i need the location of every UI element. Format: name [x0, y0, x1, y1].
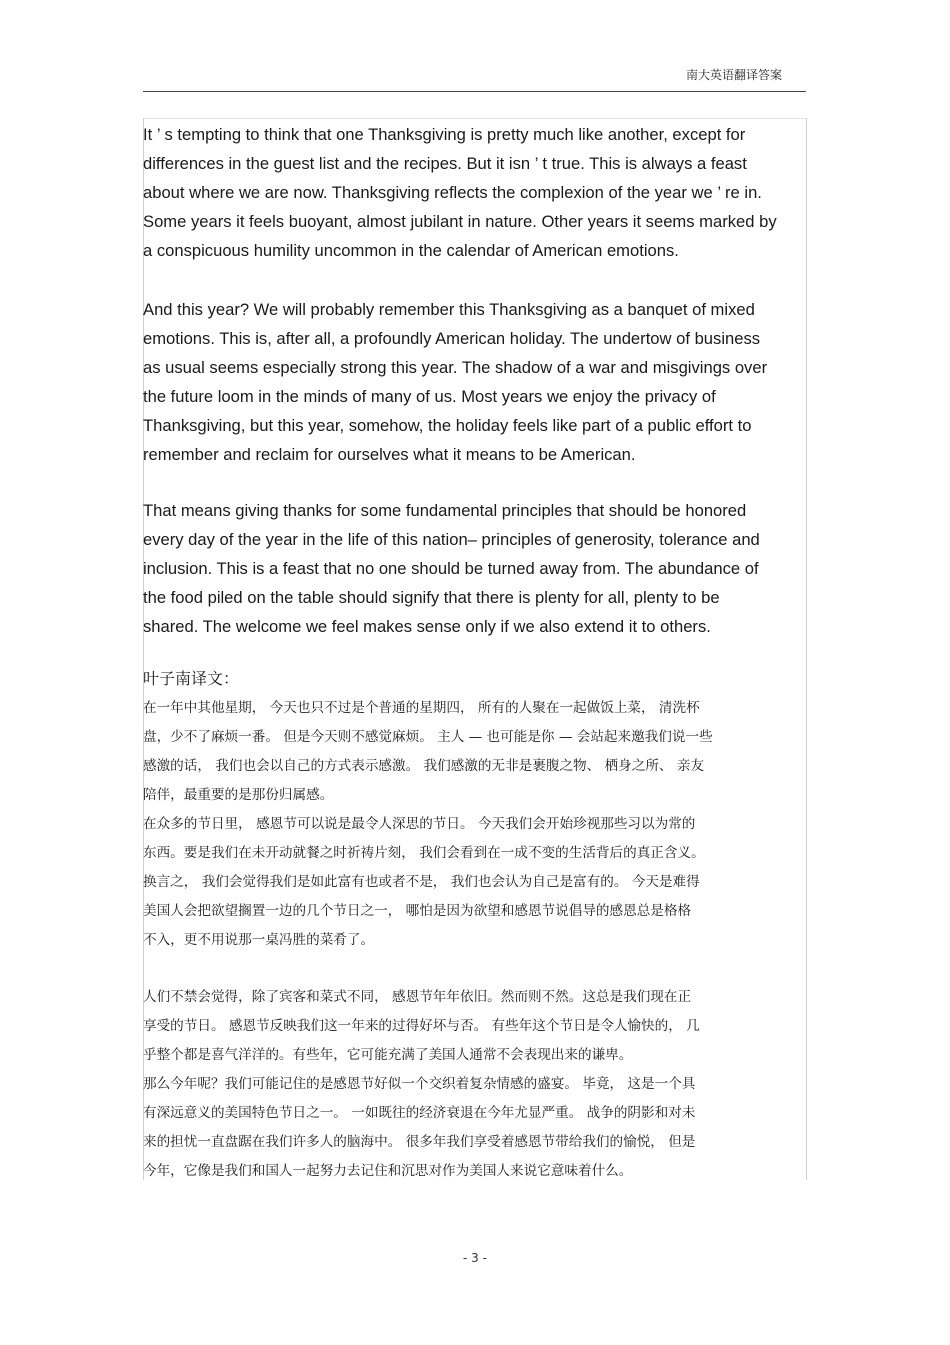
page-number: - 3 - [463, 1251, 487, 1265]
english-paragraph-3 [143, 496, 843, 641]
text-line: shared. The welcome we feel makes sense only if we also extend it to others. [143, 617, 711, 636]
text-line: 感激的话， 我们也会以自己的方式表示感激。 我们感激的无非是裹腹之物、 栖身之所、 亲友 [143, 758, 705, 774]
translation-heading: 叶子南译文： [143, 669, 240, 688]
text-line: the future loom in the minds of many of us. Most years we enjoy the privacy of [143, 387, 716, 406]
text-line: 享受的节日。 感恩节反映我们这一年来的过得好坏与否。 有些年这个节日是令人愉快的， 几 [143, 1018, 700, 1034]
text-line: 美国人会把欲望搁置一边的几个节日之一， 哪怕是因为欲望和感恩节说倡导的感恩总是格格 [143, 903, 692, 919]
chinese-paragraph-2 [143, 810, 807, 955]
text-line: 人们不禁会觉得，除了宾客和菜式不同， 感恩节年年依旧。然而则不然。这总是我们现在正 [143, 989, 692, 1005]
text-line: 不入，更不用说那一桌冯胜的菜肴了。 [143, 932, 375, 948]
text-line: inclusion. This is a feast that no one should be turned away from. The abundance of [143, 559, 759, 578]
english-paragraph-2 [143, 295, 843, 469]
text-line: 东西。要是我们在未开动就餐之时祈祷片刻， 我们会看到在一成不变的生活背后的真正含义。 [143, 845, 705, 861]
text-line: 来的担忧一直盘踞在我们许多人的脑海中。 很多年我们享受着感恩节带给我们的愉悦， 但是 [143, 1134, 696, 1150]
text-line: about where we are now. Thanksgiving reflects the complexion of the year we ’ re in. [143, 183, 762, 202]
chinese-paragraph-4 [143, 1070, 807, 1186]
text-line: That means giving thanks for some fundamental principles that should be honored [143, 501, 747, 520]
text-line: the food piled on the table should signify that there is plenty for all, plenty to be [143, 588, 720, 607]
text-line: emotions. This is, after all, a profoundly American holiday. The undertow of business [143, 329, 761, 348]
text-line: 在众多的节日里， 感恩节可以说是最令人深思的节日。 今天我们会开始珍视那些习以为常的 [143, 816, 696, 832]
text-line: Thanksgiving, but this year, somehow, the holiday feels like part of a public effort to [143, 416, 752, 435]
text-line: 陪伴，最重要的是那份归属感。 [143, 787, 334, 803]
text-line: It ’ s tempting to think that one Thanksgiving is pretty much like another, except for [143, 125, 746, 144]
header-rule [143, 91, 806, 92]
text-line: a conspicuous humility uncommon in the calendar of American emotions. [143, 241, 679, 260]
text-line: 盘，少不了麻烦一番。 但是今天则不感觉麻烦。 主人 — 也可能是你 — 会站起来邀我们说一些 [143, 729, 713, 745]
page-header: 南大英语翻译答案 [685, 68, 782, 82]
text-line: remember and reclaim for ourselves what it means to be American. [143, 445, 636, 464]
text-line: 乎整个都是喜气洋洋的。有些年，它可能充满了美国人通常不会表现出来的谦卑。 [143, 1047, 633, 1063]
text-line: 换言之， 我们会觉得我们是如此富有也或者不是， 我们也会认为自己是富有的。 今天是难得 [143, 874, 700, 890]
text-frame-top [143, 118, 806, 119]
chinese-paragraph-3 [143, 983, 807, 1070]
text-line: 有深远意义的美国特色节日之一。 一如既往的经济衰退在今年尤显严重。 战争的阴影和对未 [143, 1105, 696, 1121]
chinese-paragraph-1 [143, 694, 807, 810]
text-line: differences in the guest list and the recipes. But it isn ’ t true. This is always a feast [143, 154, 747, 173]
english-paragraph-1 [143, 120, 843, 265]
text-line: And this year? We will probably remember this Thanksgiving as a banquet of mixed [143, 300, 755, 319]
text-line: 那么今年呢？我们可能记住的是感恩节好似一个交织着复杂情感的盛宴。 毕竟， 这是一个具 [143, 1076, 696, 1092]
text-line: 今年，它像是我们和国人一起努力去记住和沉思对作为美国人来说它意味着什么。 [143, 1163, 633, 1179]
text-line: as usual seems especially strong this year. The shadow of a war and misgivings over [143, 358, 768, 377]
text-line: Some years it feels buoyant, almost jubilant in nature. Other years it seems marked by [143, 212, 777, 231]
text-line: 在一年中其他星期， 今天也只不过是个普通的星期四， 所有的人聚在一起做饭上菜， 清洗杯 [143, 700, 700, 716]
text-line: every day of the year in the life of this nation– principles of generosity, tolerance and [143, 530, 760, 549]
